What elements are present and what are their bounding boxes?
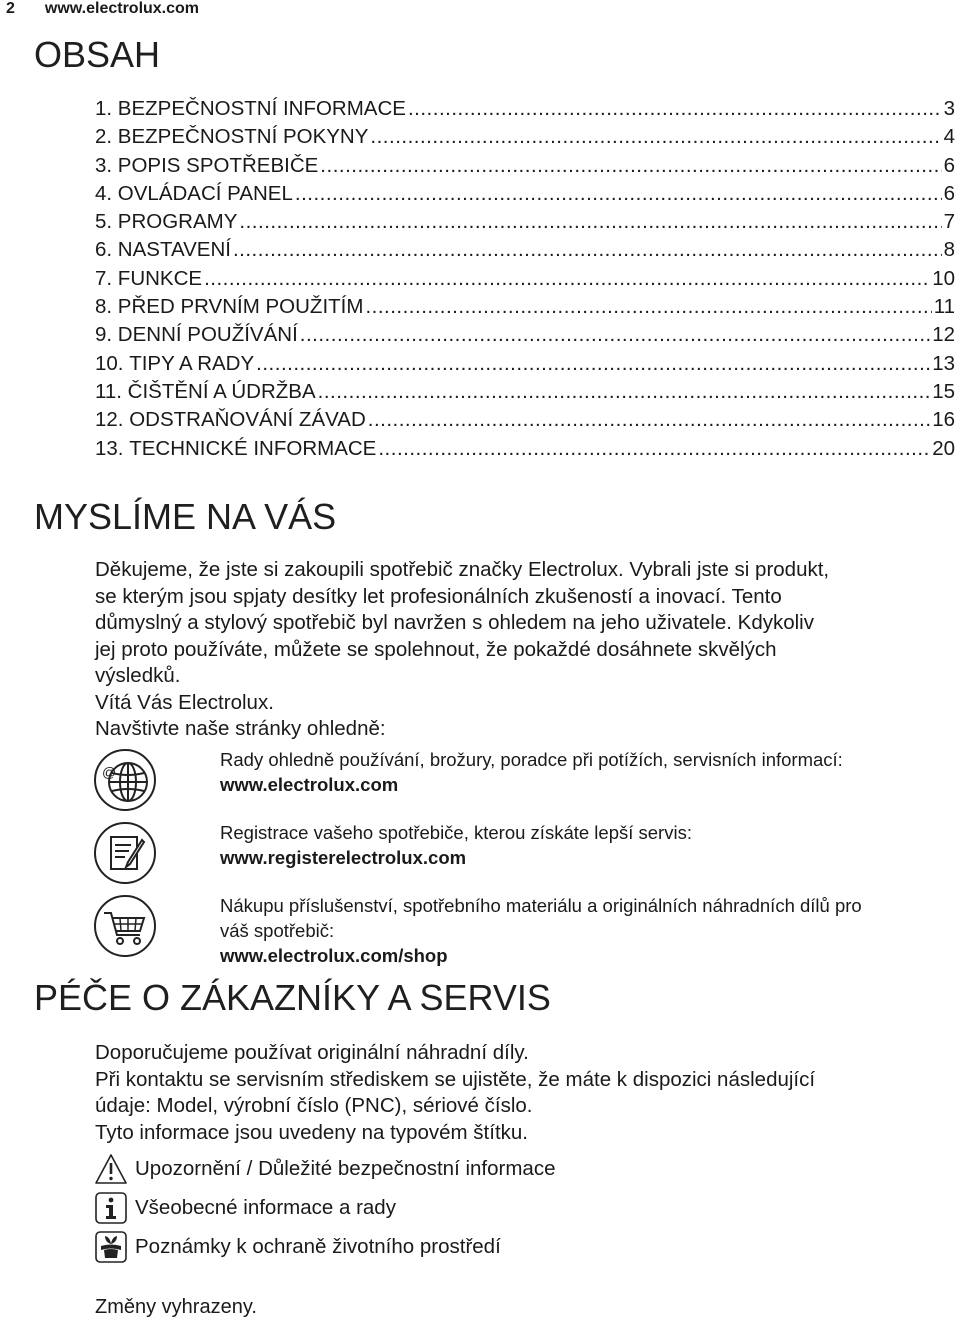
visit-item-description: Nákupu příslušenství, spotřebního materiálu a originálních náhradních dílů pro	[220, 895, 862, 916]
care-line: údaje: Model, výrobní číslo (PNC), sériové číslo.	[95, 1094, 533, 1117]
toc-leader-dots	[233, 236, 942, 264]
toc-item-page: 13	[932, 351, 955, 375]
toc-item[interactable]	[95, 95, 955, 123]
globe-icon	[92, 747, 158, 813]
legend-text: Všeobecné informace a rady	[135, 1196, 396, 1219]
toc-item-label: ODSTRAŇOVÁNÍ ZÁVAD	[129, 408, 366, 432]
toc-item[interactable]	[95, 378, 955, 406]
legend-text: Poznámky k ochraně životního prostředí	[135, 1235, 501, 1258]
toc-leader-dots	[256, 350, 930, 378]
toc-item-label: BEZPEČNOSTNÍ POKYNY	[117, 125, 369, 149]
toc-item-page: 12	[932, 323, 955, 347]
toc-item-page: 15	[932, 379, 955, 403]
toc-item-page: 3	[943, 97, 955, 120]
toc-item[interactable]	[95, 208, 955, 236]
toc-item-page: 8	[943, 238, 955, 262]
thinking-line: Děkujeme, že jste si zakoupili spotřebič značky Electrolux. Vybrali jste si produkt,	[95, 558, 830, 581]
toc-item-number: 10.	[95, 351, 130, 375]
toc-item-label: PROGRAMY	[117, 210, 238, 234]
toc-leader-dots	[300, 321, 930, 349]
toc-item-page: 6	[943, 153, 955, 177]
thinking-line: jej proto používáte, můžete se spolehnout, že pokaždé dosáhnete skvělých	[95, 637, 777, 661]
toc-item-label: BEZPEČNOSTNÍ INFORMACE	[117, 97, 406, 120]
header-website[interactable]: www.electrolux.com	[44, 0, 200, 17]
warning-icon	[95, 1153, 127, 1185]
toc-item[interactable]	[95, 293, 955, 321]
environment-icon	[95, 1231, 127, 1263]
toc-item-page: 7	[943, 210, 955, 234]
registration-form-icon	[92, 820, 158, 886]
thinking-line: Navštivte naše stránky ohledně:	[95, 717, 386, 740]
shop-link[interactable]: www.electrolux.com/shop	[220, 945, 448, 966]
visit-item-text	[220, 820, 692, 870]
thinking-title: MYSLÍME NA VÁS	[34, 496, 337, 537]
page-number: 2	[6, 0, 15, 17]
visit-item-description: Rady ohledně používání, brožury, poradce při potížích, servisních informací:	[220, 749, 843, 770]
toc-item-page: 20	[932, 436, 955, 460]
visit-item-text	[220, 893, 862, 968]
toc-item-number: 9.	[95, 323, 118, 347]
thinking-line: výsledků.	[95, 664, 181, 687]
svg-text:@: @	[102, 764, 117, 780]
toc-item[interactable]	[95, 435, 955, 463]
table-of-contents	[95, 95, 955, 463]
page-header	[6, 0, 199, 18]
toc-item[interactable]	[95, 350, 955, 378]
toc-item-number: 2.	[95, 125, 118, 149]
info-icon	[95, 1192, 127, 1224]
toc-item-number: 4.	[95, 181, 118, 205]
toc-item[interactable]	[95, 321, 955, 349]
toc-item-number: 6.	[95, 238, 118, 262]
visit-item-support	[92, 747, 960, 813]
legend-environment	[95, 1230, 501, 1264]
toc-item-label: ČIŠTĚNÍ A ÚDRŽBA	[127, 379, 316, 403]
care-title: PÉČE O ZÁKAZNÍKY A SERVIS	[34, 977, 551, 1018]
toc-leader-dots	[320, 152, 941, 180]
visit-item-shop	[92, 893, 960, 968]
toc-item[interactable]	[95, 236, 955, 264]
visit-item-description: váš spotřebič:	[220, 920, 335, 941]
toc-item-number: 3.	[95, 153, 118, 177]
toc-item-number: 8.	[95, 295, 118, 319]
toc-title: OBSAH	[34, 34, 161, 75]
legend-warning	[95, 1152, 555, 1186]
legend-text: Upozornění / Důležité bezpečnostní informace	[135, 1157, 556, 1180]
toc-item-number: 13.	[95, 436, 130, 460]
toc-leader-dots	[318, 378, 931, 406]
legend-info	[95, 1191, 396, 1225]
toc-item-page: 4	[943, 125, 955, 149]
toc-item-label: NASTAVENÍ	[117, 238, 231, 262]
visit-item-registration	[92, 820, 960, 886]
toc-item-label: TECHNICKÉ INFORMACE	[129, 436, 377, 460]
toc-item-page: 16	[932, 408, 955, 432]
thinking-line: důmyslný a stylový spotřebič byl navržen s ohledem na jeho uživatele. Kdykoliv	[95, 611, 814, 634]
toc-item[interactable]	[95, 265, 955, 293]
thinking-paragraph	[95, 557, 955, 743]
toc-item-page: 11	[933, 295, 955, 319]
toc-item-number: 1.	[95, 97, 118, 120]
toc-item-label: TIPY A RADY	[129, 351, 255, 375]
toc-item-number: 5.	[95, 210, 118, 234]
care-line: Tyto informace jsou uvedeny na typovém štítku.	[95, 1120, 528, 1144]
toc-item[interactable]	[95, 406, 955, 434]
thinking-line: se kterým jsou spjaty desítky let profesionálních zkušeností a inovací. Tento	[95, 584, 782, 608]
toc-item-page: 10	[932, 266, 955, 290]
toc-leader-dots	[368, 406, 930, 434]
thinking-line: Vítá Vás Electrolux.	[95, 690, 274, 714]
toc-leader-dots	[408, 95, 942, 123]
toc-leader-dots	[239, 208, 941, 236]
toc-item-page: 6	[943, 181, 955, 205]
toc-item-label: POPIS SPOTŘEBIČE	[117, 153, 319, 177]
toc-leader-dots	[204, 265, 930, 293]
toc-item-label: OVLÁDACÍ PANEL	[117, 181, 293, 205]
care-paragraph	[95, 1040, 955, 1146]
electrolux-link[interactable]: www.electrolux.com	[220, 774, 399, 795]
toc-item-number: 7.	[95, 266, 118, 290]
toc-item-number: 11.	[95, 379, 128, 403]
toc-item[interactable]	[95, 152, 955, 180]
toc-item-label: PŘED PRVNÍM POUŽITÍM	[117, 295, 364, 319]
toc-item[interactable]	[95, 123, 955, 151]
footer-note: Změny vyhrazeny.	[95, 1296, 257, 1318]
shopping-cart-icon	[92, 893, 158, 959]
toc-leader-dots	[295, 180, 942, 208]
toc-leader-dots	[365, 293, 931, 321]
toc-leader-dots	[370, 123, 941, 151]
care-line: Doporučujeme používat originální náhradní díly.	[95, 1041, 529, 1064]
toc-item-number: 12.	[95, 408, 130, 432]
toc-item-label: FUNKCE	[117, 266, 203, 290]
toc-leader-dots	[378, 435, 930, 463]
care-line: Při kontaktu se servisním střediskem se ujistěte, že máte k dispozici následující	[95, 1067, 816, 1091]
visit-item-text	[220, 747, 843, 797]
toc-item-label: DENNÍ POUŽÍVÁNÍ	[117, 323, 298, 347]
visit-item-description: Registrace vašeho spotřebiče, kterou získáte lepší servis:	[220, 822, 692, 843]
register-link[interactable]: www.registerelectrolux.com	[220, 847, 467, 868]
toc-item[interactable]	[95, 180, 955, 208]
